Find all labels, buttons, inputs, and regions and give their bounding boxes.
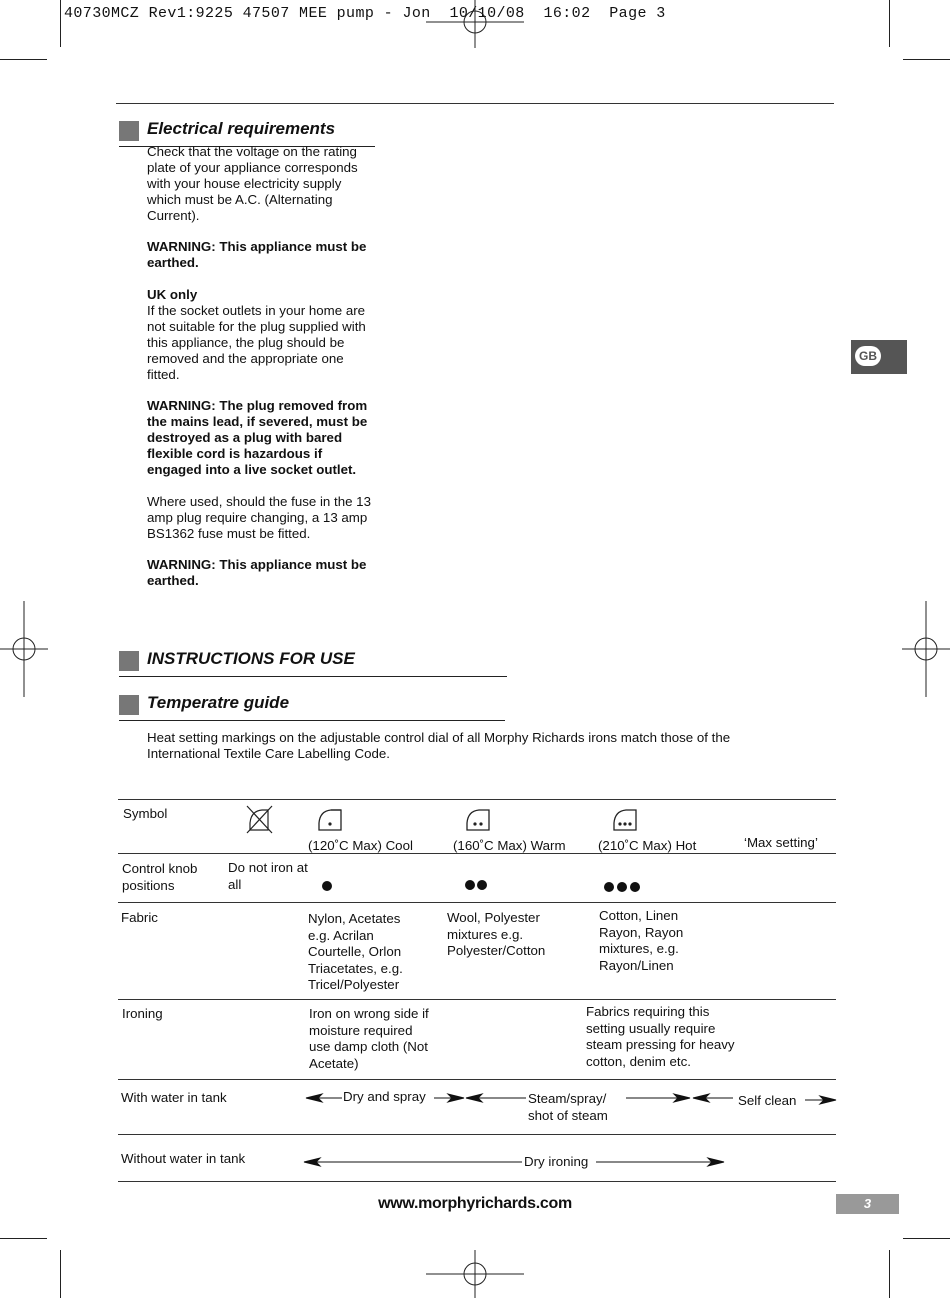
dry-ironing-arrow — [300, 1154, 730, 1172]
knob-dot-icon — [477, 880, 487, 890]
hot-setting-label: (210˚C Max) Hot — [598, 838, 697, 853]
do-not-iron-text: Do not iron at all — [228, 860, 308, 892]
temperature-intro: Heat setting markings on the adjustable control dial of all Morphy Richards irons match those of the International Textile Care Labelling Code. — [147, 730, 731, 761]
fabric-hot: Cotton, Linen Rayon, Rayon mixtures, e.g. Rayon/Linen — [599, 908, 684, 973]
page-number: 3 — [836, 1194, 899, 1214]
earthed-warning-2: WARNING: This appliance must be earthed. — [147, 557, 367, 589]
heading-text: Electrical requirements — [147, 119, 336, 138]
table-rule — [118, 902, 836, 903]
uk-only-title: UK only — [147, 287, 198, 303]
iron-three-dots-icon — [612, 805, 640, 833]
max-setting-label: ‘Max setting’ — [744, 835, 818, 850]
table-rule — [118, 1134, 836, 1135]
dry-and-spray-label: Dry and spray — [343, 1089, 426, 1104]
iron-two-dots-icon — [465, 805, 493, 833]
row-label-with-water: With water in tank — [121, 1090, 227, 1105]
footer-website: www.morphyrichards.com — [378, 1195, 572, 1212]
iron-one-dot-icon — [317, 805, 345, 833]
table-rule — [118, 799, 836, 800]
row-label-fabric: Fabric — [121, 910, 158, 925]
table-rule — [118, 1181, 836, 1182]
table-rule — [118, 1079, 836, 1080]
do-not-iron-icon — [246, 803, 274, 835]
ironing-hot: Fabrics requiring this setting usually require steam pressing for heavy cotton, denim etc. — [586, 1004, 735, 1069]
row-label-ironing: Ironing — [122, 1006, 163, 1021]
fuse-paragraph: Where used, should the fuse in the 13 amp plug require changing, a 13 amp BS1362 fuse must be fitted. — [147, 493, 371, 541]
row-label-without-water: Without water in tank — [121, 1151, 246, 1166]
plug-warning: WARNING: The plug removed from the mains lead, if severed, must be destroyed as a plug with bared flexible cord is hazardous if engaged into a live socket outlet. — [147, 398, 368, 478]
row-label-control-knob: Control knob positions — [122, 861, 198, 893]
self-clean-label: Self clean — [738, 1093, 797, 1108]
knob-dot-icon — [604, 882, 614, 892]
ironing-cool: Iron on wrong side if moisture required use damp cloth (Not Acetate) — [309, 1006, 429, 1071]
heading-square-icon — [119, 695, 139, 715]
electrical-paragraph: Check that the voltage on the rating plate of your appliance corresponds with your house electricity supply which must be A.C. (Alternating Current). — [147, 144, 358, 223]
fabric-warm: Wool, Polyester mixtures e.g. Polyester/Cotton — [447, 910, 546, 959]
language-tab-label: GB — [855, 346, 881, 366]
knob-dot-icon — [465, 880, 475, 890]
cool-setting-label: (120˚C Max) Cool — [308, 838, 413, 853]
heading-text: INSTRUCTIONS FOR USE — [147, 649, 355, 668]
knob-dot-icon — [630, 882, 640, 892]
language-tab — [851, 340, 907, 374]
table-rule — [118, 999, 836, 1000]
print-slug: 40730MCZ Rev1:9225 47507 MEE pump - Jon 10/10/08 16:02 Page 3 — [64, 5, 666, 22]
heading-square-icon — [119, 121, 139, 141]
header-rule — [116, 103, 834, 104]
steam-label: Steam/spray/ shot of steam — [528, 1091, 608, 1123]
knob-dot-icon — [617, 882, 627, 892]
warm-setting-label: (160˚C Max) Warm — [453, 838, 566, 853]
row-label-symbol: Symbol — [123, 806, 168, 821]
knob-dot-icon — [322, 881, 332, 891]
fabric-cool: Nylon, Acetates e.g. Acrilan Courtelle, Orlon Triacetates, e.g. Tricel/Polyester — [308, 911, 403, 993]
uk-only-text: If the socket outlets in your home are not suitable for the plug supplied with this appliance, the plug should be removed and the appropriate one fitted. — [147, 303, 366, 382]
earthed-warning: WARNING: This appliance must be earthed. — [147, 239, 367, 271]
dry-ironing-label: Dry ironing — [524, 1154, 589, 1169]
electrical-body — [147, 144, 379, 605]
heading-text: Temperatre guide — [147, 693, 290, 712]
heading-square-icon — [119, 651, 139, 671]
